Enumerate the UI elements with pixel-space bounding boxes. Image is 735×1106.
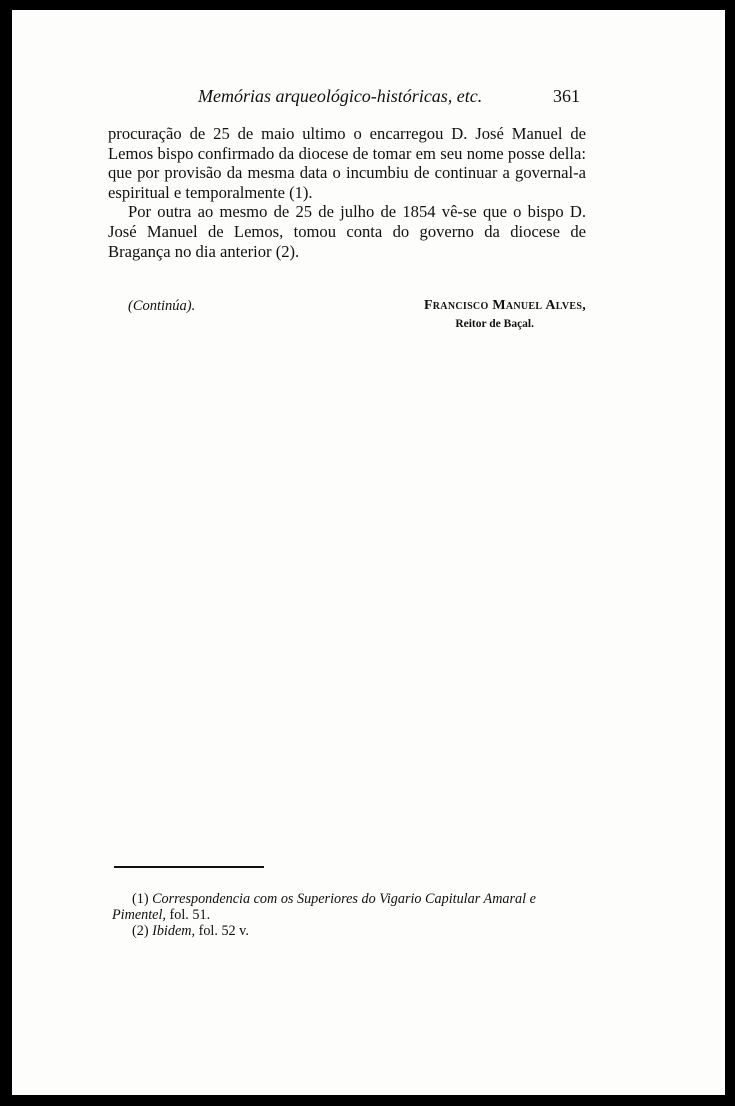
footnote-2-ref: fol. 52 v. xyxy=(198,923,249,939)
footnote-1 xyxy=(112,891,590,923)
paragraph-1: procuração de 25 de maio ultimo o encarregou D. José Manuel de Lemos bispo confirmado da diocese de tomar em seu nome posse della: que por provisão da mesma data o incumbiu de continuar a governal-a espiritual e temporalmente (1). xyxy=(108,124,586,202)
show-through-texture xyxy=(108,450,598,950)
footnote-1-marker: (1) xyxy=(132,891,149,907)
paragraph-2: Por outra ao mesmo de 25 de julho de 1854 vê-se que o bispo D. José Manuel de Lemos, tomou conta do governo da diocese de Bragança no dia anterior (2). xyxy=(108,202,586,261)
body-text xyxy=(108,124,586,261)
page-number: 361 xyxy=(553,86,580,106)
footnote-1-ref: fol. 51. xyxy=(169,907,211,923)
footnote-2 xyxy=(112,923,590,939)
running-title: Memórias arqueológico-históricas, etc. xyxy=(198,86,483,106)
footnote-1-title: Correspondencia com os Superiores do Vigario Capitular Amaral e Pimentel, xyxy=(112,891,536,923)
document-page xyxy=(12,10,725,1095)
continued-note: (Continúa). xyxy=(128,298,196,314)
signature-block xyxy=(108,298,586,338)
footnote-2-marker: (2) xyxy=(132,923,149,939)
footnote-divider xyxy=(114,866,264,868)
author-role: Reitor de Baçal. xyxy=(455,318,534,330)
footnotes xyxy=(112,891,590,939)
author-name: Francisco Manuel Alves, xyxy=(423,298,586,313)
footnote-2-title: Ibidem, xyxy=(152,923,196,939)
running-header xyxy=(112,86,588,110)
